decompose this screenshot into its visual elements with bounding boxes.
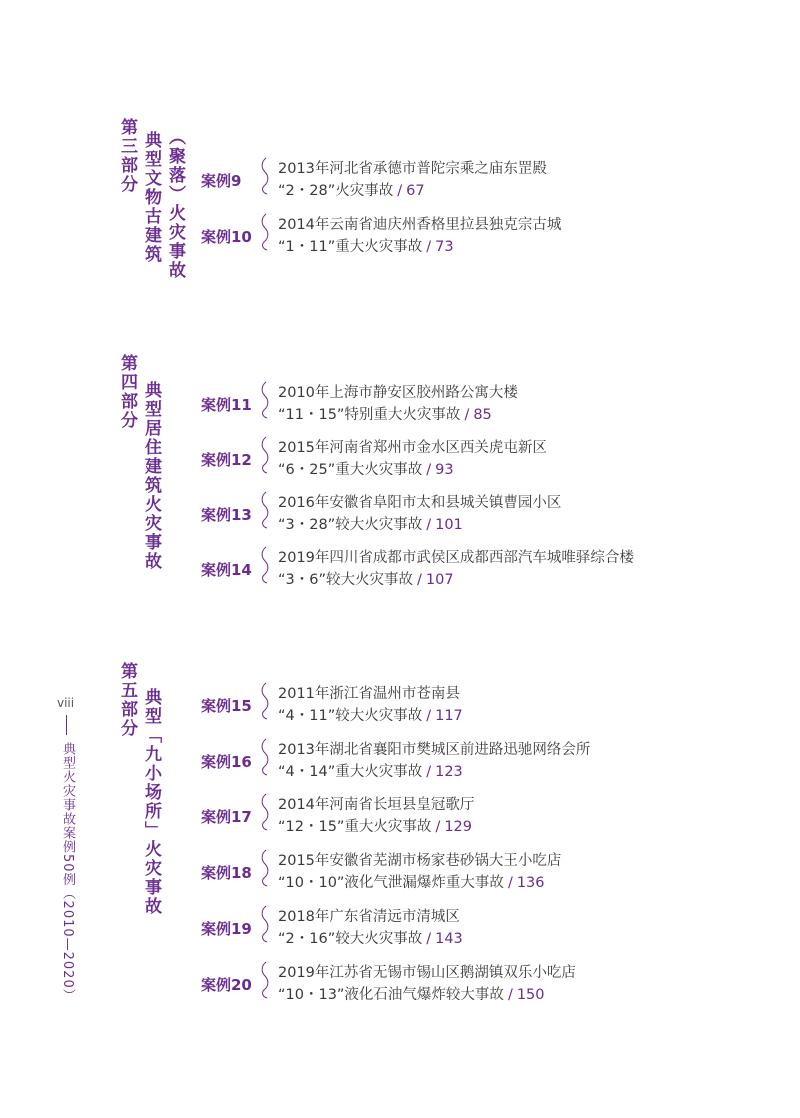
case-page-number[interactable]: 67 [406,183,425,199]
case-text [278,547,634,591]
case-subtitle-line [278,459,547,481]
case-subtitle-line [278,984,576,1006]
case-event-name: “1・11”重大火灾事故 [278,239,423,255]
case-label: 案例11 [201,396,252,414]
case-subtitle-line [278,928,463,950]
case-title-line: 2014年河南省长垣县皇冠歌厅 [278,797,475,813]
case-label: 案例16 [201,753,252,771]
page-separator: / [426,931,432,947]
page-separator: / [507,987,513,1003]
case-page-number[interactable]: 73 [435,239,454,255]
case-event-name: “10・10”液化气泄漏爆炸重大事故 [278,875,504,891]
page-separator: / [416,572,422,588]
swirl-ornament-icon [260,435,270,475]
case-title-line: 2015年安徽省芜湖市杨家巷砂锅大王小吃店 [278,853,562,869]
case-title-line: 2011年浙江省温州市苍南县 [278,686,460,702]
case-page-number[interactable]: 117 [435,708,463,724]
case-text [278,158,547,202]
swirl-ornament-icon [260,156,270,196]
case-label: 案例14 [201,561,252,579]
case-subtitle-line [278,514,561,536]
part-label: 第四部分 [117,354,137,430]
case-text [278,683,463,727]
swirl-ornament-icon [260,848,270,888]
case-title-line: 2019年四川省成都市武侯区成都西部汽车城唯驿综合楼 [278,550,634,566]
swirl-ornament-icon [260,904,270,944]
case-subtitle-line [278,569,634,591]
case-page-number[interactable]: 150 [516,987,545,1003]
book-title: 典型火灾事故案例50例（2010—2020） [60,742,75,1003]
case-title-line: 2010年上海市静安区胶州路公寓大楼 [278,385,518,401]
swirl-ornament-icon [260,380,270,420]
case-event-name: “12・15”重大火灾事故 [278,819,432,835]
swirl-ornament-icon [260,792,270,832]
case-text [278,214,561,258]
page-separator: / [507,875,513,891]
case-text [278,492,561,536]
case-text [278,794,474,838]
case-label: 案例17 [201,808,252,826]
case-text [278,437,547,481]
case-text [278,739,590,783]
case-label: 案例12 [201,451,252,469]
case-text [278,906,463,950]
page-separator: / [426,239,432,255]
case-label: 案例10 [201,228,252,246]
case-title-line: 2018年广东省清远市清城区 [278,909,460,925]
section-subtitle: （聚落）火灾事故 [165,128,185,280]
case-page-number[interactable]: 136 [516,875,545,891]
case-title-line: 2015年河南省郑州市金水区西关虎屯新区 [278,440,547,456]
case-label: 案例20 [201,976,252,994]
case-title-line: 2019年江苏省无锡市锡山区鹅湖镇双乐小吃店 [278,965,576,981]
part-label: 第五部分 [117,662,137,738]
case-event-name: “4・14”重大火灾事故 [278,764,423,780]
case-page-number[interactable]: 93 [435,462,454,478]
page-number: viii [57,696,75,710]
case-subtitle-line [278,761,590,783]
case-label: 案例19 [201,920,252,938]
case-page-number[interactable]: 107 [425,572,454,588]
case-title-line: 2013年湖北省襄阳市樊城区前进路迅驰网络会所 [278,742,591,758]
case-label: 案例13 [201,506,252,524]
page-separator: / [464,407,470,423]
section-title: 典型「九小场所」火灾事故 [141,688,161,916]
case-subtitle-line [278,705,463,727]
case-title-line: 2014年云南省迪庆州香格里拉县独克宗古城 [278,217,562,233]
case-page-number[interactable]: 143 [435,931,463,947]
case-event-name: “6・25”重大火灾事故 [278,462,423,478]
case-label: 案例9 [201,172,242,190]
page-separator: / [426,708,432,724]
case-page-number[interactable]: 101 [435,517,463,533]
case-page-number[interactable]: 123 [435,764,463,780]
case-event-name: “2・16”较大火灾事故 [278,931,423,947]
case-label: 案例18 [201,864,252,882]
page-separator: / [435,819,441,835]
page-separator: / [397,183,403,199]
case-event-name: “11・15”特别重大火灾事故 [278,407,461,423]
case-event-name: “2・28”火灾事故 [278,183,394,199]
case-label: 案例15 [201,697,252,715]
case-event-name: “3・6”较大火灾事故 [278,572,413,588]
case-subtitle-line [278,180,547,202]
case-text [278,382,518,426]
section-title: 典型居住建筑火灾事故 [141,381,161,571]
case-title-line: 2016年安徽省阜阳市太和县城关镇曹园小区 [278,495,562,511]
swirl-ornament-icon [260,545,270,585]
section-title: 典型文物古建筑 [141,131,161,264]
swirl-ornament-icon [260,212,270,252]
case-event-name: “10・13”液化石油气爆炸较大事故 [278,987,504,1003]
page-separator: / [426,764,432,780]
part-label: 第三部分 [117,118,137,194]
page-separator: / [426,517,432,533]
case-title-line: 2013年河北省承德市普陀宗乘之庙东罡殿 [278,161,547,177]
swirl-ornament-icon [260,681,270,721]
case-text [278,850,561,894]
swirl-ornament-icon [260,960,270,1000]
case-event-name: “3・28”较大火灾事故 [278,517,423,533]
case-page-number[interactable]: 129 [444,819,473,835]
page-separator: / [426,462,432,478]
divider [66,715,67,735]
case-text [278,962,576,1006]
swirl-ornament-icon [260,737,270,777]
case-page-number[interactable]: 85 [473,407,492,423]
case-event-name: “4・11”较大火灾事故 [278,708,423,724]
case-subtitle-line [278,404,518,426]
swirl-ornament-icon [260,490,270,530]
case-subtitle-line [278,236,561,258]
case-subtitle-line [278,816,474,838]
case-subtitle-line [278,872,561,894]
